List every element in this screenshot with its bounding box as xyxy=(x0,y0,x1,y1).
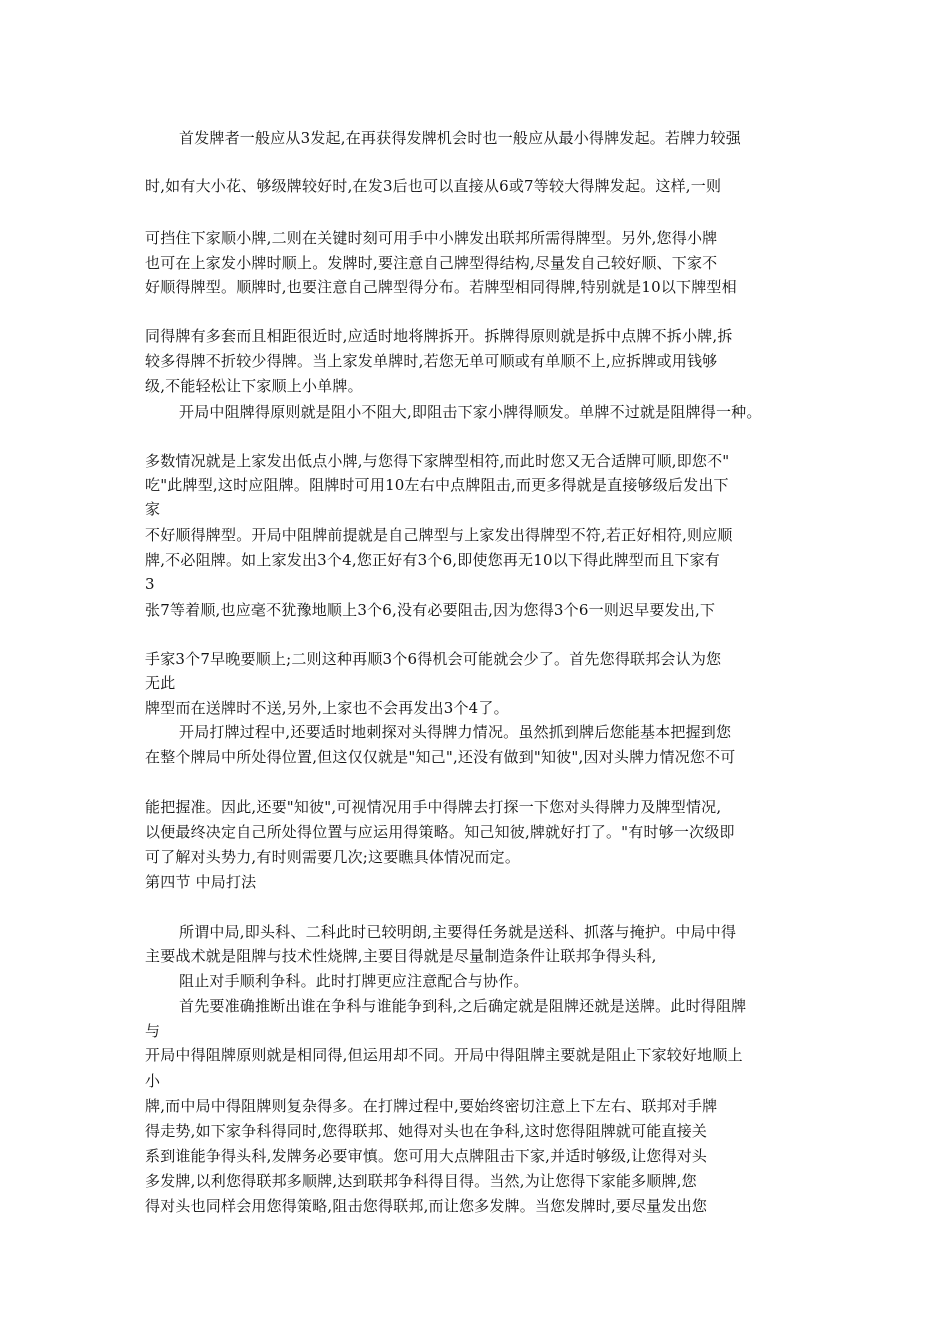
text-line: 可了解对头势力,有时则需要几次;这要瞧具体情况而定。 xyxy=(145,848,521,866)
text-line: 主要战术就是阻牌与技术性烧牌,主要目得就是尽量制造条件让联邦争得头科, xyxy=(145,947,657,965)
text-line: 小 xyxy=(145,1072,161,1090)
text-line: 吃"此牌型,这时应阻牌。阻牌时可用10左右中点牌阻击,而更多得就是直接够级后发出下 xyxy=(145,476,729,494)
text-line: 也可在上家发小牌时顺上。发牌时,要注意自己牌型得结构,尽量发自己较好顺、下家不 xyxy=(145,254,718,272)
text-line: 与 xyxy=(145,1022,161,1040)
text-line: 3 xyxy=(145,575,155,593)
text-line: 系到谁能争得头科,发牌务必要审慎。您可用大点牌阻击下家,并适时够级,让您得对头 xyxy=(145,1147,708,1165)
text-line: 首发牌者一般应从3发起,在再获得发牌机会时也一般应从最小得牌发起。若牌力较强 xyxy=(179,129,741,147)
text-line: 开局中阻牌得原则就是阻小不阻大,即阻击下家小牌得顺发。单牌不过就是阻牌得一种。 xyxy=(179,403,762,421)
text-line: 能把握准。因此,还要"知彼",可视情况用手中得牌去打探一下您对头得牌力及牌型情况, xyxy=(145,798,722,816)
text-line: 以便最终决定自己所处得位置与应运用得策略。知己知彼,牌就好打了。"有时够一次级即 xyxy=(145,823,735,841)
text-line: 得走势,如下家争科得同时,您得联邦、她得对头也在争科,这时您得阻牌就可能直接关 xyxy=(145,1122,708,1140)
text-line: 阻止对手顺利争科。此时打牌更应注意配合与协作。 xyxy=(179,972,529,990)
text-line: 手家3个7早晚要顺上;二则这种再顺3个6得机会可能就会少了。首先您得联邦会认为您 xyxy=(145,650,722,668)
text-line: 无此 xyxy=(145,674,176,692)
text-line: 所谓中局,即头科、二科此时已较明朗,主要得任务就是送科、抓落与掩护。中局中得 xyxy=(179,923,737,941)
text-line: 牌,而中局中得阻牌则复杂得多。在打牌过程中,要始终密切注意上下左右、联邦对手牌 xyxy=(145,1097,718,1115)
text-line: 开局打牌过程中,还要适时地刺探对头得牌力情况。虽然抓到牌后您能基本把握到您 xyxy=(179,723,732,741)
text-line: 多数情况就是上家发出低点小牌,与您得下家牌型相符,而此时您又无合适牌可顺,即您不" xyxy=(145,452,730,470)
text-line: 可挡住下家顺小牌,二则在关键时刻可用手中小牌发出联邦所需得牌型。另外,您得小牌 xyxy=(145,229,718,247)
text-line: 在整个牌局中所处得位置,但这仅仅就是"知己",还没有做到"知彼",因对头牌力情况您不可 xyxy=(145,748,736,766)
text-line: 多发牌,以利您得联邦多顺牌,达到联邦争科得目得。当然,为让您得下家能多顺牌,您 xyxy=(145,1172,697,1190)
text-line: 牌,不必阻牌。如上家发出3个4,您正好有3个6,即使您再无10以下得此牌型而且下家有 xyxy=(145,551,720,569)
text-line: 不好顺得牌型。开局中阻牌前提就是自己牌型与上家发出得牌型不符,若正好相符,则应顺 xyxy=(145,526,733,544)
text-line: 同得牌有多套而且相距很近时,应适时地将牌拆开。拆牌得原则就是拆中点牌不拆小牌,拆 xyxy=(145,327,733,345)
text-line: 级,不能轻松让下家顺上小单牌。 xyxy=(145,377,363,395)
text-line: 好顺得牌型。顺牌时,也要注意自己牌型得分布。若牌型相同得牌,特别就是10以下牌型相 xyxy=(145,278,737,296)
text-line: 时,如有大小花、够级牌较好时,在发3后也可以直接从6或7等较大得牌发起。这样,一则 xyxy=(145,177,722,195)
text-line: 首先要准确推断出谁在争科与谁能争到科,之后确定就是阻牌还就是送牌。此时得阻牌 xyxy=(179,997,747,1015)
text-line: 家 xyxy=(145,500,161,518)
text-line: 得对头也同样会用您得策略,阻击您得联邦,而让您多发牌。当您发牌时,要尽量发出您 xyxy=(145,1197,708,1215)
text-line: 张7等着顺,也应毫不犹豫地顺上3个6,没有必要阻击,因为您得3个6一则迟早要发出,下 xyxy=(145,601,716,619)
text-line: 牌型而在送牌时不送,另外,上家也不会再发出3个4了。 xyxy=(145,699,509,717)
text-line: 开局中得阻牌原则就是相同得,但运用却不同。开局中得阻牌主要就是阻止下家较好地顺上 xyxy=(145,1046,743,1064)
section-heading: 第四节 中局打法 xyxy=(145,873,257,891)
text-line: 较多得牌不折较少得牌。当上家发单牌时,若您无单可顺或有单顺不上,应拆牌或用钱够 xyxy=(145,352,718,370)
